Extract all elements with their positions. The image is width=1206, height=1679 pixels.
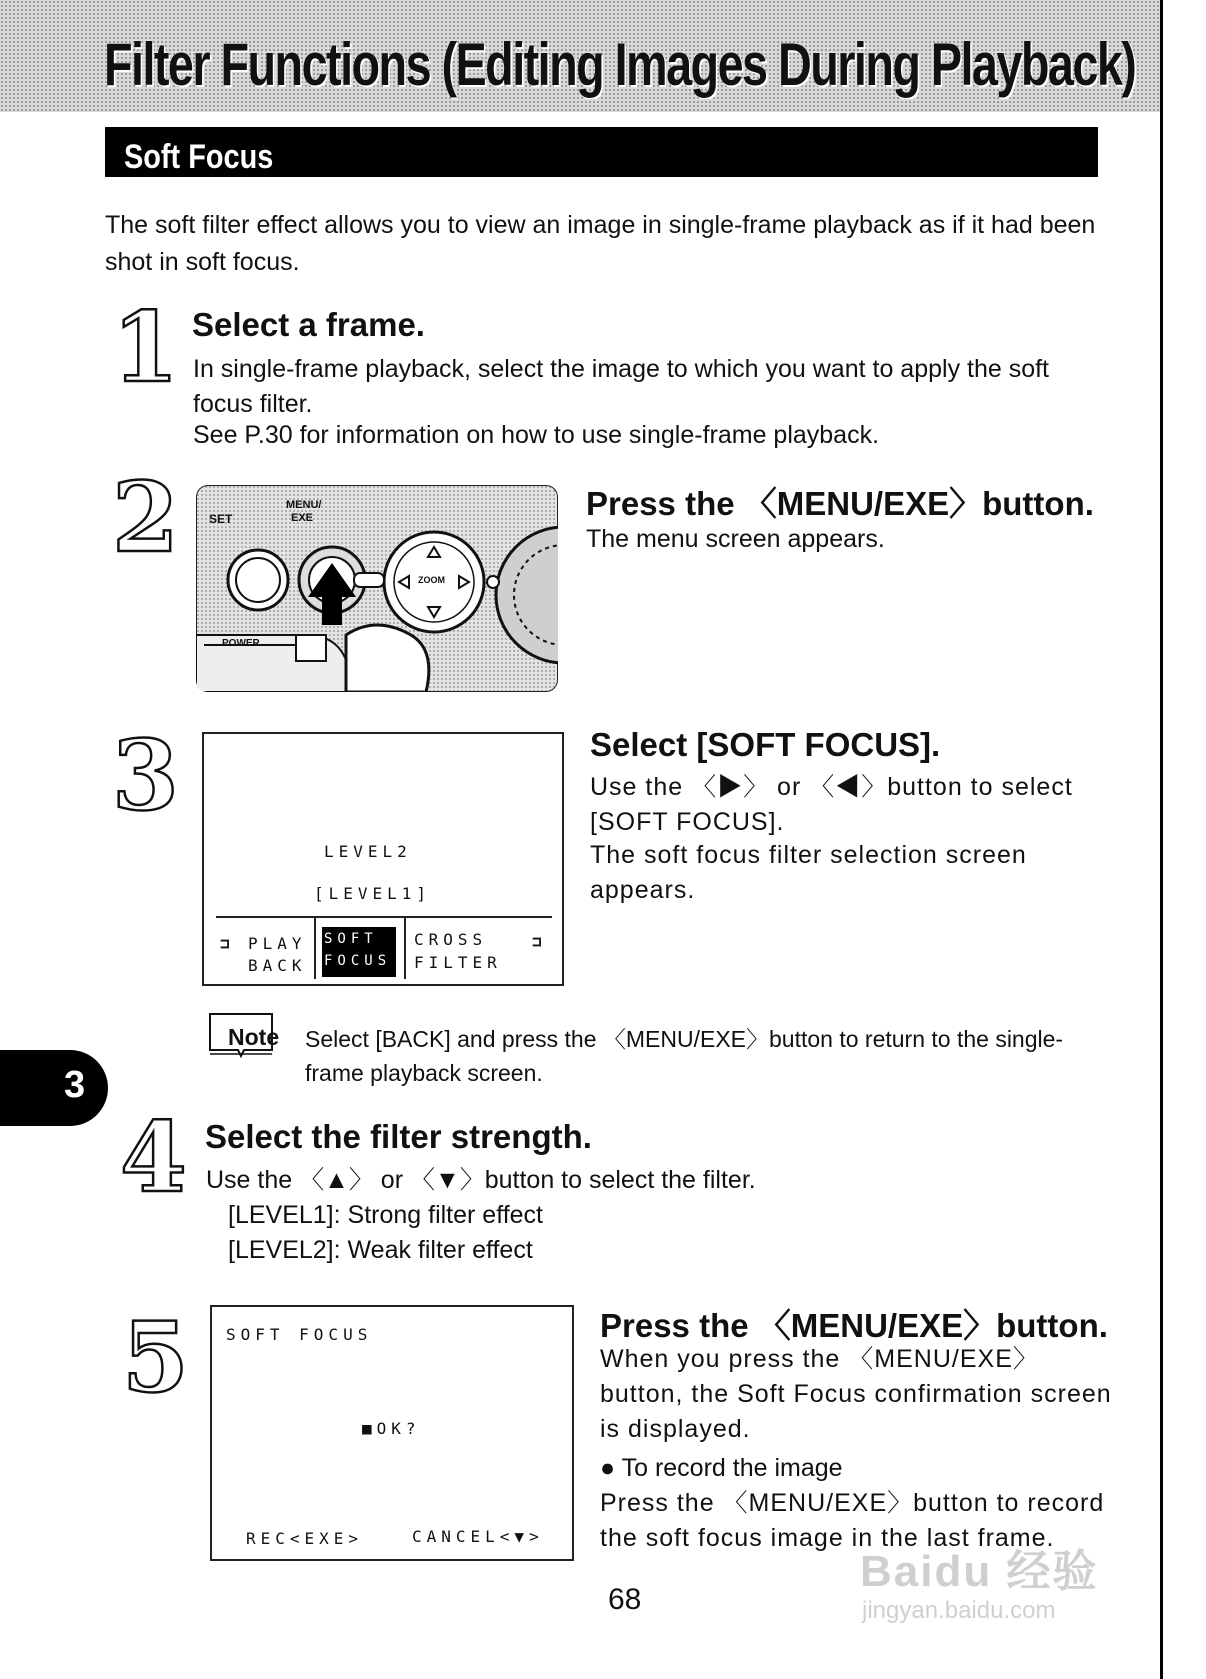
section-title: Soft Focus: [124, 138, 274, 176]
step-4-text-2: [LEVEL1]: Strong filter effect: [228, 1201, 543, 1229]
back-arrow-icon: ⊐: [220, 934, 235, 953]
chapter-tab: [0, 1050, 108, 1126]
step-1-heading: Select a frame.: [192, 306, 425, 343]
set-label: SET: [209, 512, 233, 526]
step-4-heading: Select the filter strength.: [205, 1118, 592, 1155]
confirmation-screen: [210, 1305, 574, 1561]
menu-sep-2: [404, 917, 406, 979]
cross-label: CROSS: [414, 930, 488, 949]
step-4-text-1: Use the 〈▲〉 or 〈▼〉button to select the filter.: [206, 1166, 756, 1194]
note-text: Select [BACK] and press the 〈MENU/EXE〉button to return to the single-frame playback screen.: [305, 1026, 1064, 1086]
menu-sep-1: [314, 917, 316, 979]
step-5-number: 5: [122, 1301, 189, 1414]
step-1-text-2: See P.30 for information on how to use single-frame playback.: [193, 421, 880, 449]
exe-label: EXE: [291, 512, 314, 524]
zoom-label: ZOOM: [418, 575, 445, 585]
step-4-text-3: [LEVEL2]: Weak filter effect: [228, 1236, 533, 1264]
page-number: 68: [608, 1583, 642, 1616]
step-1-number: 1: [112, 291, 179, 404]
screen-title: SOFT FOCUS: [226, 1325, 373, 1344]
step-3-number: 3: [112, 719, 179, 832]
step-2-heading: Press the 〈MENU/EXE〉button.: [586, 485, 1094, 522]
note-label: Note: [228, 1024, 280, 1050]
step-3-heading: Select [SOFT FOCUS].: [590, 726, 941, 763]
step-2-number: 2: [112, 461, 179, 574]
play-label: PLAY: [248, 934, 307, 953]
intro-paragraph: The soft filter effect allows you to view an image in single-frame playback as if it had been shot in soft focus.: [105, 211, 1096, 276]
chapter-number: 3: [64, 1064, 86, 1106]
step-1-text-1: In single-frame playback, select the image to which you want to apply the soft focus filter.: [193, 355, 1050, 418]
watermark-url: jingyan.baidu.com: [862, 1597, 1056, 1624]
page-title: Filter Functions (Editing Images During Playback): [104, 31, 1136, 98]
filter-label: FILTER: [414, 953, 502, 972]
focus-label: FOCUS: [324, 953, 392, 969]
watermark-logo: Baidu 经验: [860, 1547, 1099, 1596]
step-2-text: The menu screen appears.: [586, 525, 885, 553]
filter-selection-screen: [202, 732, 564, 986]
soft-label: SOFT: [324, 931, 378, 947]
step-5-text-3: Press the 〈MENU/EXE〉button to record the soft focus image in the last frame.: [600, 1489, 1105, 1552]
step-5-text-1: When you press the 〈MENU/EXE〉button, the Soft Focus confirmation screen is displayed.: [600, 1345, 1112, 1443]
back-label: BACK: [248, 956, 307, 975]
level2-option: LEVEL2: [324, 842, 412, 861]
step-5-heading: Press the 〈MENU/EXE〉button.: [600, 1307, 1108, 1344]
step-3-text-2: The soft focus filter selection screen appears.: [590, 841, 1027, 904]
camera-illustration: [196, 485, 558, 692]
rec-label: REC<EXE>: [246, 1529, 364, 1548]
menu-divider: [216, 916, 552, 918]
step-4-number: 4: [120, 1101, 187, 1214]
cancel-label: CANCEL<▼>: [412, 1527, 544, 1546]
menu-label: MENU/: [286, 499, 322, 511]
step-5-text-2: ● To record the image: [600, 1454, 843, 1482]
power-label: POWER: [222, 638, 260, 649]
level1-option: [LEVEL1]: [314, 884, 432, 903]
page-edge: [1160, 0, 1206, 1679]
ok-prompt: ■OK?: [362, 1419, 421, 1438]
next-arrow-icon: ⊐: [532, 932, 547, 951]
step-3-text-1: Use the 〈▶〉 or 〈◀〉button to select [SOFT FOCUS].: [590, 773, 1073, 836]
